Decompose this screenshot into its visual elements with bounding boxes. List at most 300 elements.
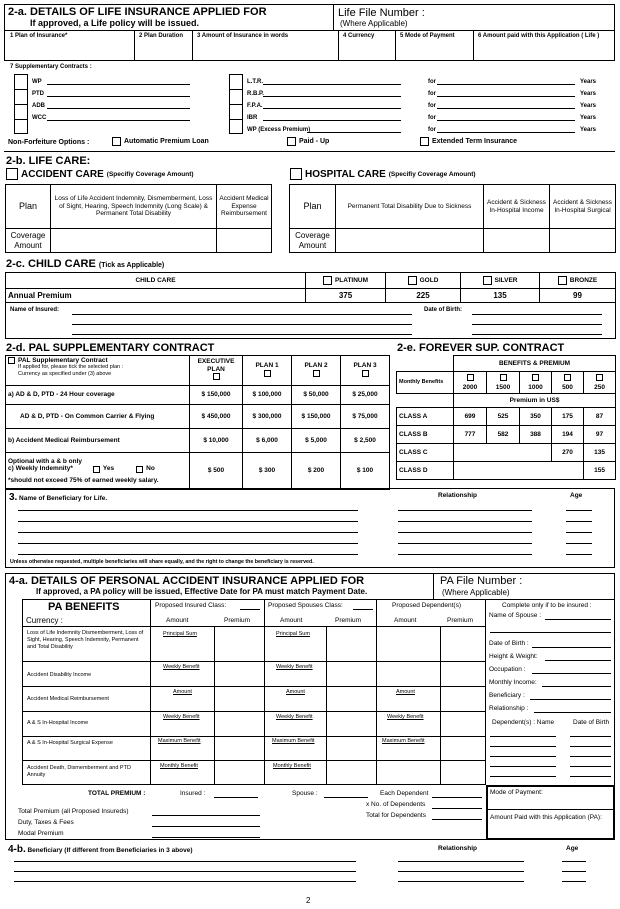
plan-2[interactable] [292,356,341,386]
name-of-insured-line[interactable] [72,324,412,325]
dependent-dob-line[interactable] [570,776,611,777]
pa-row-label: A & S In-Hospital Surgical Expense [27,740,113,746]
automatic-premium-loan-option[interactable] [112,137,209,146]
acc-amount-1[interactable] [51,229,217,253]
dob-line[interactable] [472,314,602,315]
age-header: Age [570,492,583,499]
option-label: Extended Term Insurance [432,138,518,145]
checkbox[interactable] [323,276,332,285]
premium-value: 135 [584,444,616,462]
pal-value: $ 100,000 [243,386,292,405]
divider [395,30,396,61]
relationship-line[interactable] [398,521,532,522]
pa-file-number-label: PA File Number : [440,575,523,587]
pal-value: $ 100 [341,453,390,490]
beneficiary-line[interactable] [14,871,356,872]
occupation-label: Occupation : [489,666,526,673]
proposed-dependents-label: Proposed Dependent(s) [392,602,462,609]
pal-value: $ 75,000 [341,405,390,429]
no-dependents-label: x No. of Dependents [366,801,426,808]
checkbox[interactable] [313,370,320,377]
amount-field[interactable]: Amount [173,689,192,695]
supp-wcc-label: WCC [32,115,47,121]
beneficiary-line[interactable] [18,543,358,544]
pal-value: $ 10,000 [190,429,243,453]
age-line[interactable] [566,521,592,522]
name-of-insured-label: Name of Insured: [10,307,60,313]
pal-row-label: c) Weekly Indemnity* [8,465,73,473]
plan-of-insurance-field[interactable]: 1 Plan of Insurance* [10,33,68,39]
for-label: for [428,115,436,121]
pal-value: $ 2,500 [341,429,390,453]
divider [440,626,441,785]
checkbox[interactable] [558,276,567,285]
checkbox[interactable] [6,168,18,180]
dependent-name-line[interactable] [490,746,556,747]
yes-label: Yes [102,465,115,473]
divider [22,736,486,737]
plan-label: GOLD [419,276,439,284]
for-label: for [428,91,436,97]
height-weight-label: Height & Weight: [489,653,538,660]
age-header: Age [566,845,579,852]
empty-cell [454,444,552,462]
hospital-care-table [289,184,616,253]
pal-note: Currency as specified under (3) above [18,370,112,377]
hosp-col-2: Accident & Sickness In-Hospital Income [484,185,550,229]
dependent-name-line[interactable] [490,766,556,767]
amount-header: Amount [394,617,417,624]
plan-label: Plan [6,185,51,229]
relationship-line[interactable] [398,510,532,511]
insured-class-line[interactable] [240,609,260,610]
premium-header: Premium [447,617,474,624]
each-dependent-label: Each Dependent [380,790,429,797]
checkbox[interactable] [290,168,302,180]
plan-3[interactable] [341,356,390,386]
supp-ltr-label: L.T.R. [247,79,263,85]
supp-ptd-label: PTD [32,91,44,97]
benefits-header: BENEFITS & PREMIUM [454,356,616,372]
plan-label: SILVER [494,276,518,284]
premium-value: 135 [461,289,540,303]
dependent-dob-line[interactable] [570,766,611,767]
optional-note: Optional with a & b only [8,457,83,465]
years-label: Years [580,91,597,97]
hospital-care-option[interactable] [290,168,476,180]
divider [4,151,615,152]
age-line[interactable] [562,871,586,872]
section-2b-title: 2-b. LIFE CARE: [6,155,91,167]
supp-wp-excess-label: WP (Excess Premium) [247,127,311,133]
dependent-name-line[interactable] [490,736,556,737]
plan-1[interactable] [243,356,292,386]
amount-label: Amount [298,240,327,250]
age-line[interactable] [566,543,592,544]
premium-value: 175 [552,408,584,426]
dependent-dob-line[interactable] [570,756,611,757]
beneficiary-line[interactable] [18,510,358,511]
relationship-line[interactable] [398,554,532,555]
coverage-amount-label [290,229,336,253]
supp-fpa-line[interactable] [263,108,401,109]
date-of-birth-label: Date of Birth: [424,307,462,313]
amount-header: Amount [280,617,303,624]
accident-care-option[interactable] [6,168,194,180]
mode-of-payment-field[interactable]: 5 Mode of Payment [400,33,455,39]
premium-value: 699 [454,408,487,426]
beneficiary-line[interactable] [18,532,358,533]
total-spouse-label: Spouse : [292,790,318,797]
hosp-col-3: Accident & Sickness In-Hospital Surgical [550,185,616,229]
weekly-benefit-field[interactable]: Weekly Benefit [276,714,313,720]
supplementary-contracts-label: 7 Supplementary Contracts : [10,64,92,70]
amount-label: 2000 [462,383,478,391]
class-label: CLASS C [397,444,454,462]
empty-cell [397,394,454,408]
plan-label: PLAN 2 [304,362,328,370]
benefit-500[interactable] [552,372,584,394]
currency-field[interactable]: 4 Currency [343,33,375,39]
monthly-income-line[interactable] [542,686,611,687]
section-4a-subtitle: If approved, a PA policy will be issued, Effective Date for PA must match Payment Date. [36,587,368,596]
plan-duration-field[interactable]: 2 Plan Duration [139,33,184,39]
relationship-line[interactable] [398,861,524,862]
spouse-name-line[interactable] [490,632,611,633]
mode-of-payment-label[interactable]: Mode of Payment: [490,789,543,796]
divider [14,119,28,120]
premium-value: 194 [552,426,584,444]
pal-note: If applied for, please tick the selected plan : [18,364,124,371]
checkbox[interactable] [483,276,492,285]
divider [333,4,334,30]
supp-adb-line[interactable] [47,108,190,109]
page-number: 2 [306,896,311,905]
divider [22,626,486,627]
years-line[interactable] [437,84,575,85]
beneficiary-line[interactable] [18,521,358,522]
section-number: 3. [9,492,18,503]
amount-paid-life-field[interactable]: 6 Amount paid with this Application ( Life ) [478,33,600,39]
years-label: Years [580,79,597,85]
supp-wcc-line[interactable] [47,120,190,121]
checkbox[interactable] [408,276,417,285]
proposed-insured-label: Proposed Insured Class: [155,602,227,609]
benefit-1000[interactable] [520,372,552,394]
amount-header: Amount [166,617,189,624]
total-all-label: Total Premium (all Proposed Insureds) [18,808,129,815]
hosp-amount-3[interactable] [550,229,616,253]
plan-label: Plan [290,185,336,229]
pal-value: $ 300,000 [243,405,292,429]
premium-value: 87 [584,408,616,426]
pal-value: $ 25,000 [341,386,390,405]
plan-silver[interactable] [461,273,540,289]
pal-value: $ 300 [243,453,292,490]
weekly-benefit-field[interactable]: Weekly Benefit [387,714,424,720]
modal-premium-line[interactable] [152,837,260,838]
yes-checkbox[interactable] [93,466,100,473]
divider [229,89,243,90]
pa-row-label: A & S In-Hospital Income [27,720,89,726]
divider [22,760,486,761]
age-line[interactable] [562,861,586,862]
supp-ptd-line[interactable] [47,96,190,97]
checkbox[interactable] [112,137,121,146]
dob-label: Date of Birth : [489,640,529,647]
principal-sum-field[interactable]: Principal Sum [163,631,197,637]
spouse-class-line[interactable] [353,609,373,610]
checkbox[interactable] [287,137,296,146]
coverage-amount-label [6,229,51,253]
supp-wp-excess-line[interactable] [307,132,401,133]
age-line[interactable] [562,881,586,882]
amount-label: 1000 [528,383,543,391]
maximum-benefit-field[interactable]: Maximum Benefit [382,738,425,744]
duty-line[interactable] [152,826,260,827]
hosp-amount-2[interactable] [484,229,550,253]
dependent-name-header: Dependent(s) : Name [492,719,555,726]
coverage-label: Coverage [295,231,330,241]
spouse-name-label: Name of Spouse : [489,612,542,619]
section-number: 4-b. [8,844,26,855]
premium-value: 582 [487,426,520,444]
for-label: for [428,127,436,133]
divider [22,661,486,662]
modal-premium-label: Modal Premium [18,830,64,837]
dependent-dob-line[interactable] [570,736,611,737]
premium-value: 777 [454,426,487,444]
checkbox[interactable] [420,137,429,146]
dob-line[interactable] [472,324,602,325]
amount-label: 1500 [495,383,511,391]
note: (Specifiy Coverage Amount) [106,170,194,178]
age-line[interactable] [566,554,592,555]
section-title-text: Beneficiary (If different from Beneficiaries in 3 above) [27,847,193,854]
checkbox[interactable] [532,374,539,381]
premium-value: 525 [487,408,520,426]
pal-row-label: AD & D, PTD - On Common Carrier & Flying [6,405,190,429]
pal-value: $ 450,000 [190,405,243,429]
divider [134,30,135,61]
total-insured-line[interactable] [214,797,258,798]
pal-header-cell [6,356,190,386]
section-3-title [9,492,107,503]
premium-header: Premium [335,617,362,624]
divider [473,30,474,61]
dependent-name-line[interactable] [490,756,556,757]
hosp-col-1: Permanent Total Disability Due to Sickness [336,185,484,229]
plan-bronze[interactable] [540,273,616,289]
complete-note: Complete only if to be insured : [502,602,592,609]
benefit-2000[interactable] [454,372,487,394]
total-spouse-line[interactable] [324,797,368,798]
dependent-name-line[interactable] [490,776,556,777]
section-4a-title: 4-a. DETAILS OF PERSONAL ACCIDENT INSURANCE APPLIED FOR [9,575,365,587]
supp-ibr-line[interactable] [263,120,401,121]
supp-wp-label: WP [32,79,42,85]
relationship-line[interactable] [398,871,524,872]
pal-value: $ 5,000 [292,429,341,453]
divider [214,626,215,785]
weekly-benefit-field[interactable]: Weekly Benefit [163,714,200,720]
supp-rbp-label: R.B.P. [247,91,264,97]
total-all-line[interactable] [152,815,260,816]
hospital-care-label: HOSPITAL CARE [305,168,386,180]
each-dependent-line[interactable] [432,797,482,798]
spouse-name-line[interactable] [545,619,611,620]
hosp-amount-1[interactable] [336,229,484,253]
executive-plan[interactable] [190,356,243,386]
checkbox[interactable] [564,374,571,381]
divider [192,30,193,61]
premium-value: 155 [584,462,616,480]
weekly-benefit-field[interactable]: Weekly Benefit [163,664,200,670]
acc-col-2: Accident Medical Expense Reimbursement [217,185,272,229]
amount-field[interactable]: Amount [286,689,305,695]
beneficiary-line[interactable] [14,881,356,882]
no-dependents-line[interactable] [432,808,482,809]
plan-label: PLAN 1 [255,362,279,370]
plan-gold[interactable] [386,273,461,289]
monthly-benefit-field[interactable]: Monthly Benefit [273,763,311,769]
amount-label: Amount [14,240,42,250]
plan-label: EXECUTIVE PLAN [197,358,235,373]
amount-field[interactable]: Amount [396,689,415,695]
forever-table [396,355,616,480]
no-checkbox[interactable] [136,466,143,473]
height-weight-line[interactable] [545,660,611,661]
premium-value: 225 [386,289,461,303]
benefit-1500[interactable] [487,372,520,394]
coverage-label: Coverage [10,231,46,241]
relationship-line[interactable] [398,881,524,882]
beneficiary-label: Beneficiary : [489,692,525,699]
dob-line[interactable] [532,647,611,648]
years-label: Years [580,127,597,133]
proposed-spouses-label: Proposed Spouses Class: [268,602,343,609]
beneficiary-line[interactable] [18,554,358,555]
supp-fpa-label: F.P.A. [247,103,263,109]
pal-row-label: a) AD & D, PTD - 24 Hour coverage [6,386,190,405]
footnote: *should not exceed 75% of earned weekly salary. [8,476,159,484]
extended-term-option[interactable] [420,137,517,146]
divider [14,104,28,105]
acc-col-1: Loss of Life Accident Indemnity, Dismemberment, Loss of Sight, Hearing, Speech Indemnity (Long Scale) & Permanent Total Disability [51,185,217,229]
weekly-benefit-field[interactable]: Weekly Benefit [276,664,313,670]
years-line[interactable] [437,108,575,109]
principal-sum-field[interactable]: Principal Sum [276,631,310,637]
annual-premium-label: Annual Premium [6,289,306,303]
age-line[interactable] [566,532,592,533]
relationship-header: Relationship [438,845,478,852]
pa-file-number-note: (Where Applicable) [442,588,510,597]
supp-wp-line[interactable] [47,84,190,85]
occupation-line[interactable] [532,673,611,674]
dependent-dob-line[interactable] [570,746,611,747]
name-of-insured-line[interactable] [72,314,412,315]
plan-platinum[interactable] [306,273,386,289]
beneficiary-line[interactable] [14,861,356,862]
child-care-header: CHILD CARE [6,273,306,289]
pal-value: $ 6,000 [243,429,292,453]
divider [4,30,615,31]
premium-value: 270 [552,444,584,462]
years-label: Years [580,115,597,121]
relationship-line[interactable] [398,532,532,533]
supp-ltr-line[interactable] [263,84,401,85]
checkbox[interactable] [467,374,474,381]
pal-value: $ 150,000 [190,386,243,405]
pal-value: $ 50,000 [292,386,341,405]
relationship-header: Relationship [438,492,478,499]
premium-value: 388 [520,426,552,444]
relationship-line[interactable] [398,543,532,544]
acc-amount-2[interactable] [217,229,272,253]
years-line[interactable] [437,96,575,97]
dob-line[interactable] [472,334,602,335]
benefit-250[interactable] [584,372,616,394]
name-of-insured-line[interactable] [72,334,412,335]
pal-checkbox[interactable] [8,357,15,364]
amount-paid-pa-label[interactable]: Amount Paid with this Application (PA): [490,814,602,821]
class-label: CLASS B [397,426,454,444]
pal-table [5,355,390,490]
paid-up-option[interactable] [287,137,329,146]
years-line[interactable] [437,120,575,121]
title-text: 2-c. CHILD CARE [6,258,96,270]
age-line[interactable] [566,510,592,511]
divider [14,89,28,90]
pal-value: $ 500 [190,453,243,490]
supp-rbp-line[interactable] [263,96,401,97]
for-label: for [428,103,436,109]
divider [338,30,339,61]
checkbox[interactable] [264,370,271,377]
section-title-text: Name of Beneficiary for Life. [19,495,108,502]
pa-row-label: Accident Medical Reimbursement [27,696,109,702]
supp-ibr-label: IBR [247,115,258,121]
section-2e-title: 2-e. FOREVER SUP. CONTRACT [397,342,565,354]
section-2a-subtitle: If approved, a Life policy will be issued. [30,18,200,28]
maximum-benefit-field[interactable]: Maximum Benefit [158,738,201,744]
amount-label: 250 [594,383,605,391]
checkbox[interactable] [362,370,369,377]
premium-header: Premium in US$ [454,394,616,408]
section-2c-title [6,258,164,270]
pa-row-label: Accident Death, Dismemberment and PTD Annuity [27,765,131,778]
checkbox[interactable] [596,374,603,381]
monthly-benefit-field[interactable]: Monthly Benefit [160,763,198,769]
maximum-benefit-field[interactable]: Maximum Benefit [272,738,315,744]
section-2d-title: 2-d. PAL SUPPLEMENTARY CONTRACT [6,342,215,354]
years-label: Years [580,103,597,109]
amount-in-words-field[interactable]: 3 Amount of Insurance in words [197,33,289,39]
accident-care-label: ACCIDENT CARE [21,168,104,180]
beneficiary-line[interactable] [530,699,611,700]
relationship-line[interactable] [534,712,611,713]
checkbox[interactable] [213,373,220,380]
years-line[interactable] [437,132,575,133]
plan-label: PLAN 3 [353,362,377,370]
pal-value: $ 150,000 [292,405,341,429]
relationship-label: Relationship : [489,705,529,712]
divider [326,626,327,785]
premium-value: 375 [306,289,386,303]
total-dependents-line[interactable] [432,819,482,820]
checkbox[interactable] [500,374,507,381]
pal-row-label: b) Accident Medical Reimbursement [6,429,190,453]
